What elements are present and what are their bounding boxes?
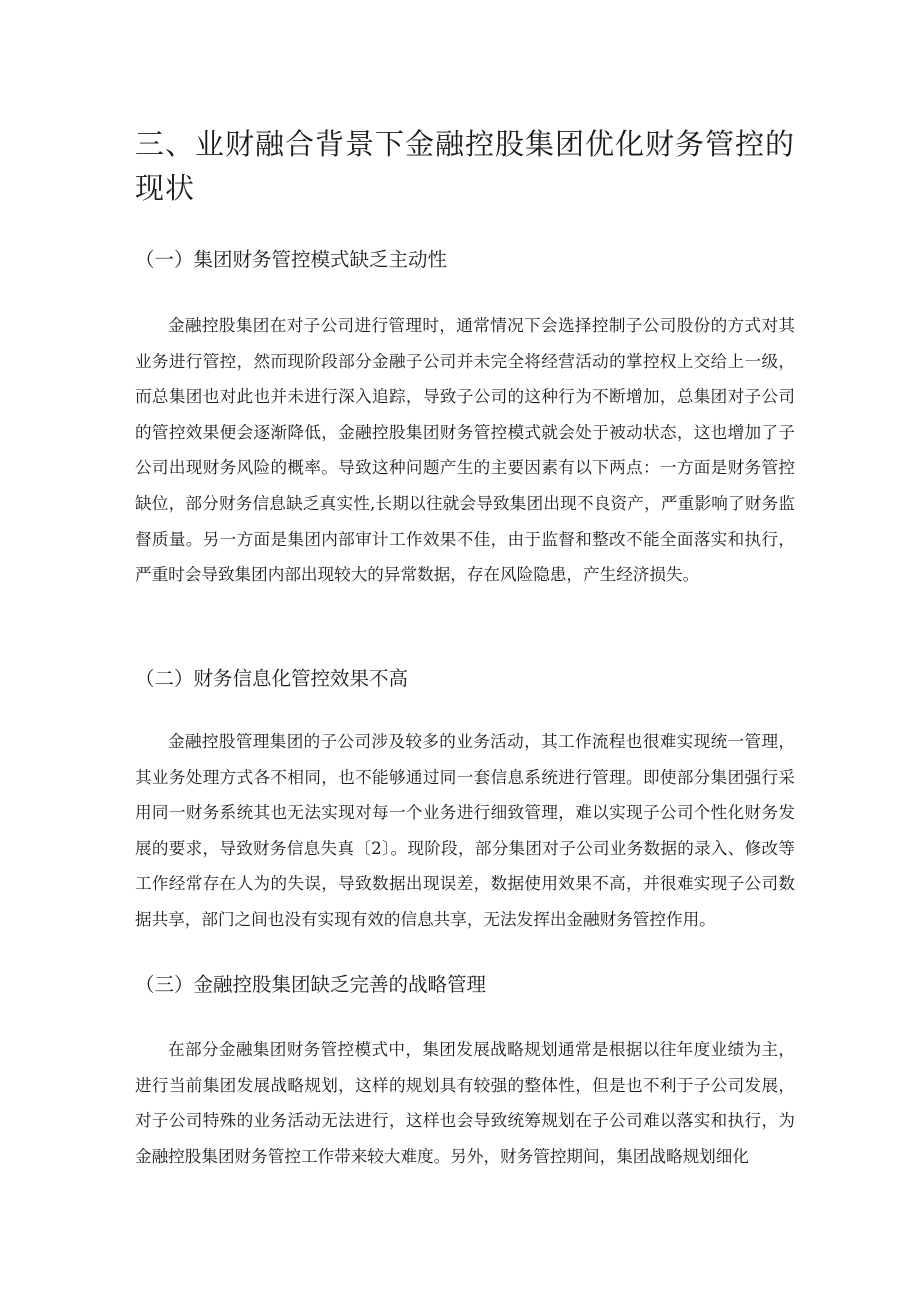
subsection-heading-1: （一）集团财务管控模式缺乏主动性 [135, 248, 448, 271]
subsection-paragraph-2: 金融控股管理集团的子公司涉及较多的业务活动，其工作流程也很难实现统一管理，其业务处理方式各不相同，也不能够通过同一套信息系统进行管理。即使部分集团强行采用同一财务系统其也无法实现对每一个业务进行细致管理，难以实现子公司个性化财务发展的要求，导致财务信息失真〔2〕。现阶段，部分集团对子公司业务数据的录入、修改等工作经常存在人为的失误，导致数据出现误差，数据使用效果不高，并很难实现子公司数据共享，部门之间也没有实现有效的信息共享，无法发挥出金融财务管控作用。 [135, 732, 795, 929]
subsection-heading-2: （二）财务信息化管控效果不高 [135, 667, 409, 690]
section-title: 三、业财融合背景下金融控股集团优化财务管控的现状 [135, 127, 796, 205]
subsection-paragraph-1: 金融控股集团在对子公司进行管理时，通常情况下会选择控制子公司股份的方式对其业务进行管控，然而现阶段部分金融子公司并未完全将经营活动的掌控权上交给上一级，而总集团也对此也并未进行深入追踪，导致子公司的这种行为不断增加，总集团对子公司的管控效果便会逐渐降低，金融控股集团财务管控模式就会处于被动状态，这也增加了子公司出现财务风险的概率。导致这种问题产生的主要因素有以下两点：一方面是财务管控缺位，部分财务信息缺乏真实性,长期以往就会导致集团出现不良资产，严重影响了财务监督质量。另一方面是集团内部审计工作效果不佳，由于监督和整改不能全面落实和执行，严重时会导致集团内部出现较大的异常数据，存在风险隐患，产生经济损失。 [135, 316, 795, 585]
subsection-paragraph-3: 在部分金融集团财务管控模式中，集团发展战略规划通常是根据以往年度业绩为主，进行当前集团发展战略规划，这样的规划具有较强的整体性，但是也不利于子公司发展，对子公司特殊的业务活动无法进行，这样也会导致统筹规划在子公司难以落实和执行，为金融控股集团财务管控工作带来较大难度。另外，财务管控期间，集团战略规划细化 [135, 1040, 795, 1166]
subsection-heading-3: （三）金融控股集团缺乏完善的战略管理 [135, 973, 487, 996]
